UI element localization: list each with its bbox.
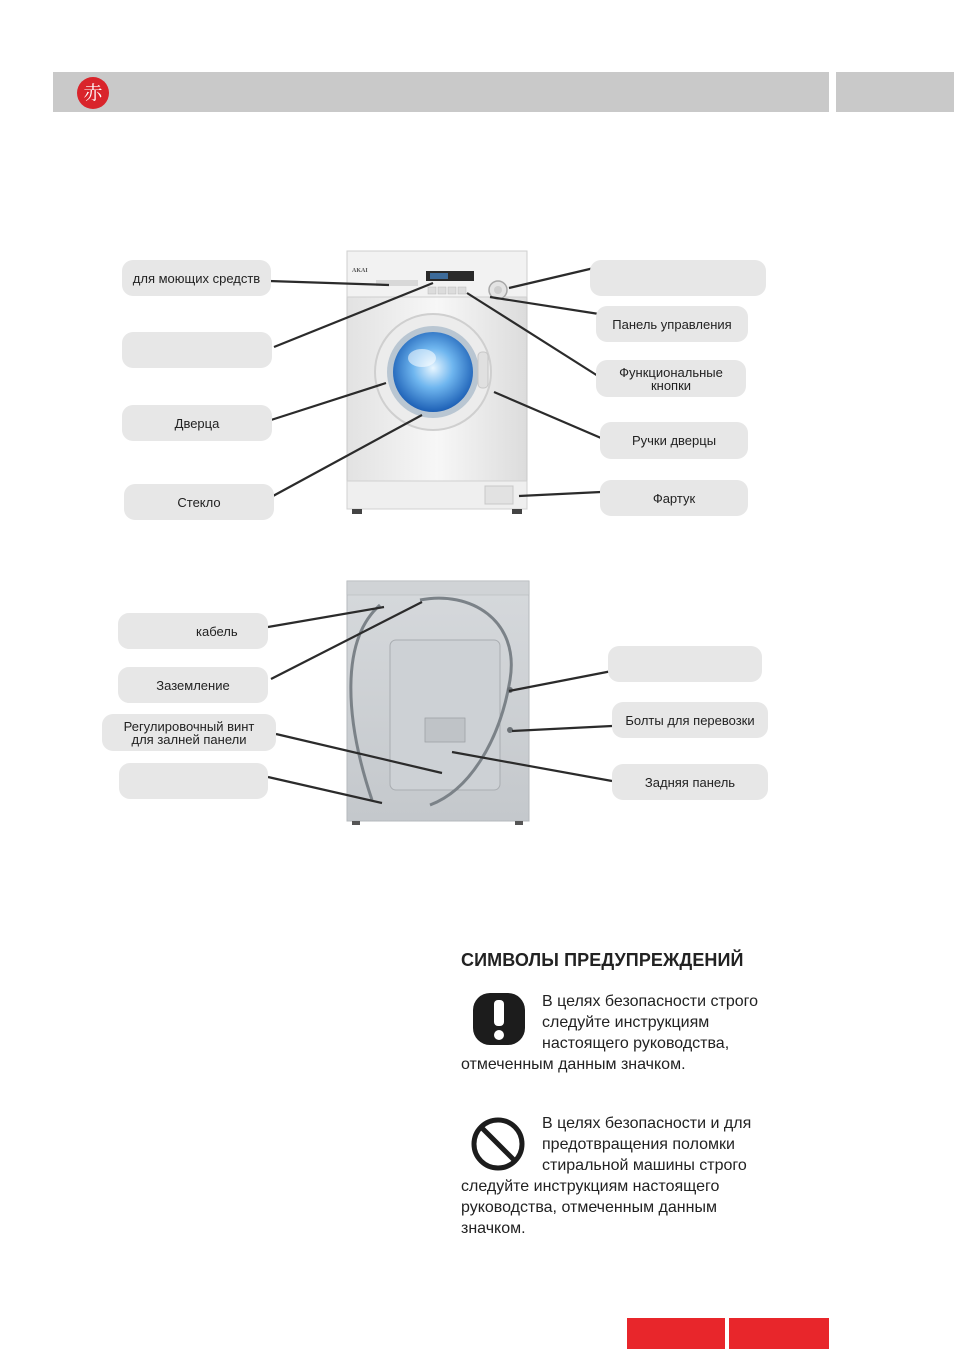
label-function-buttons: Функциональные кнопки [596, 360, 746, 397]
warning-text-1: В целях безопасности строго следуйте инструкциям настоящего руководства, отмеченным данным значком. [461, 993, 759, 1073]
label-blank-left [122, 332, 272, 368]
footer-red-tab-right [729, 1318, 829, 1349]
warning-text-2: В целях безопасности и для предотвращения поломки стиральной машины строго следуйте инструкциям настоящего руководства, отмеченным данным значком. [461, 1115, 752, 1237]
label-ground: Заземление [118, 667, 268, 703]
front-machine-illustration [347, 251, 527, 514]
label-door-handle: Ручки дверцы [600, 422, 748, 459]
footer-red-tab-left [627, 1318, 725, 1349]
label-door: Дверца [122, 405, 272, 441]
label-detergent-drawer: для моющих средств [122, 260, 271, 296]
label-blank-back-right [608, 646, 762, 682]
brand-mark: AKAI [352, 268, 368, 274]
label-glass: Стекло [124, 484, 274, 520]
label-blank-right [590, 260, 766, 296]
label-transport-bolts: Болты для перевозки [612, 702, 768, 738]
back-machine-illustration [347, 581, 529, 825]
label-blank-back-left [119, 763, 268, 799]
label-apron: Фартук [600, 480, 748, 516]
label-adjust-screw: Регулировочный винт для залней панели [102, 714, 276, 751]
label-control-panel: Панель управления [596, 306, 748, 342]
brand-logo: 赤 [77, 77, 109, 109]
label-back-panel: Задняя панель [612, 764, 768, 800]
label-cable: кабель [118, 613, 268, 649]
warnings-title: СИМВОЛЫ ПРЕДУПРЕЖДЕНИЙ [461, 950, 744, 970]
